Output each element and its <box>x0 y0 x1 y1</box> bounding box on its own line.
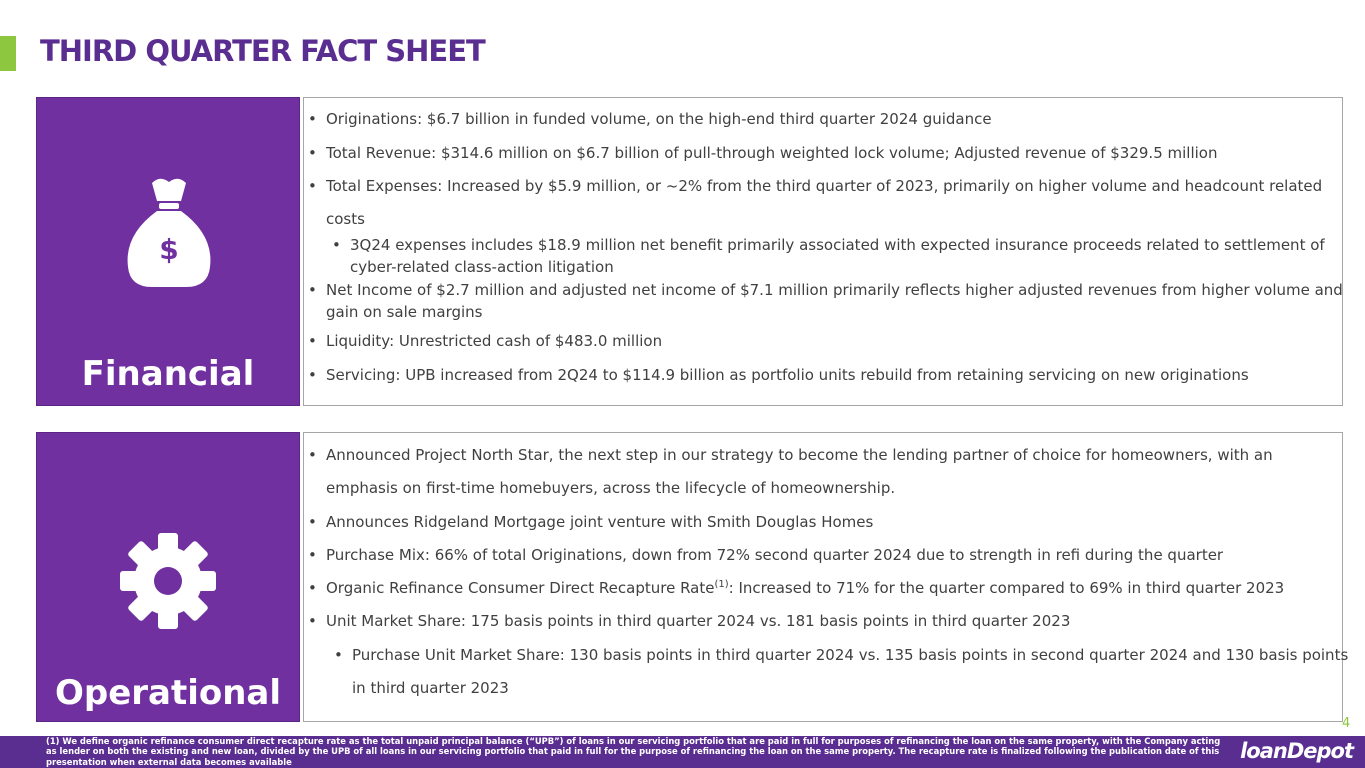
sub-bullet-purchase-unit-market-share: • Purchase Unit Market Share: 130 basis points in third quarter 2024 vs. 135 basis points in second quarter 2024 and 130 basis points <box>352 644 1348 666</box>
bullet-recapture-rate <box>326 577 1284 599</box>
bullet-servicing: • Servicing: UPB increased from 2Q24 to $114.9 billion as portfolio units rebuild from retaining servicing on new originations <box>326 364 1249 386</box>
bullet-total-revenue: • Total Revenue: $314.6 million on $6.7 billion of pull-through weighted lock volume; Adjusted revenue of $329.5 million <box>326 142 1217 164</box>
title-accent-bar <box>0 36 16 71</box>
operational-content-panel <box>303 432 1349 722</box>
money-bag-icon <box>124 175 214 290</box>
bullet-unit-market-share: • Unit Market Share: 175 basis points in third quarter 2024 vs. 181 basis points in third quarter 2023 <box>326 610 1070 632</box>
footnote-text: (1) We define organic refinance consumer direct recapture rate as the total unpaid principal balance (“UPB”) of loans in our servicing portfolio that are paid in full for purposes of refinancing the loan on the same property, with the Company acting as lender on both the existing and new loan, divided by the UPB of all loans in our servicing portfolio that paid in full for the purpose of refinancing the loan on the same property. The recapture rate is finalized following the publication date of this presentation when external data becomes available <box>46 736 1221 767</box>
recapture-rate-detail: : Increased to 71% for the quarter compared to 69% in third quarter 2023 <box>728 579 1285 597</box>
footer-bar <box>0 736 1365 768</box>
loandepot-logo: loanDepot <box>1240 739 1353 763</box>
sub-bullet-3q24-expenses-cont: cyber-related class-action litigation <box>350 258 614 276</box>
bullet-net-income: • Net Income of $2.7 million and adjusted net income of $7.1 million primarily reflects higher adjusted revenues from higher volume and <box>326 279 1343 301</box>
bullet-purchase-mix: • Purchase Mix: 66% of total Originations, down from 72% second quarter 2024 due to strength in refi during the quarter <box>326 544 1223 566</box>
bullet-total-expenses-cont: costs <box>326 210 365 228</box>
gear-icon <box>118 531 218 631</box>
bullet-project-north-star-cont: emphasis on first-time homebuyers, across the lifecycle of homeownership. <box>326 479 896 497</box>
financial-label: Financial <box>81 354 255 394</box>
operational-label: Operational <box>54 673 282 713</box>
financial-label-panel <box>36 97 300 406</box>
bullet-liquidity: • Liquidity: Unrestricted cash of $483.0 million <box>326 330 662 352</box>
bullet-net-income-cont: gain on sale margins <box>326 303 483 321</box>
bullet-originations: • Originations: $6.7 billion in funded volume, on the high-end third quarter 2024 guidance <box>326 108 992 130</box>
recapture-rate-label: Organic Refinance Consumer Direct Recapture Rate <box>326 579 715 597</box>
page-title: THIRD QUARTER FACT SHEET <box>40 34 485 68</box>
financial-content-panel <box>303 97 1343 406</box>
bullet-project-north-star: • Announced Project North Star, the next step in our strategy to become the lending partner of choice for homeowners, with an <box>326 444 1273 466</box>
bullet-total-expenses: • Total Expenses: Increased by $5.9 million, or ~2% from the third quarter of 2023, primarily on higher volume and headcount related <box>326 175 1322 197</box>
operational-label-panel <box>36 432 300 722</box>
bullet-ridgeland-mortgage: • Announces Ridgeland Mortgage joint venture with Smith Douglas Homes <box>326 511 873 533</box>
sub-bullet-3q24-expenses: • 3Q24 expenses includes $18.9 million net benefit primarily associated with expected insurance proceeds related to settlement of <box>350 234 1325 256</box>
footnote-ref: (1) <box>714 579 729 590</box>
page-number: 4 <box>1342 716 1351 731</box>
dollar-sign: $ <box>159 233 179 266</box>
sub-bullet-purchase-unit-market-share-cont: in third quarter 2023 <box>352 679 509 697</box>
